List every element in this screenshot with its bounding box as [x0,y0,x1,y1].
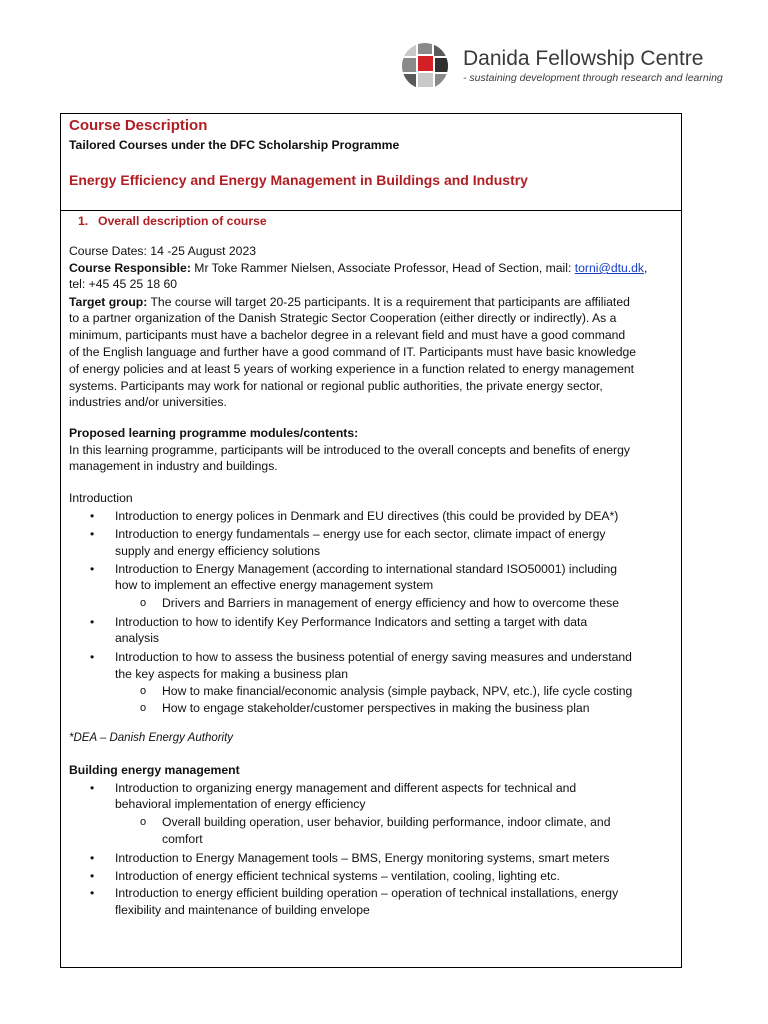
course-description-frame [60,113,682,968]
sub-bullet-marker: o [140,597,147,609]
bullet-marker: • [90,615,95,629]
proposed-text: management in industry and buildings. [69,459,278,473]
target-group-label: Target group: [69,295,148,309]
list-item: Introduction to how to identify Key Performance Indicators and setting a target with data [115,615,588,629]
globe-logo-icon [401,42,451,90]
bullet-marker: • [90,509,95,523]
list-item: Introduction to Energy Management (according to international standard ISO50001) including [115,562,618,576]
course-title: Energy Efficiency and Energy Management in Buildings and Industry [69,172,528,188]
list-item: behavioral implementation of energy efficiency [115,797,366,811]
footnote: *DEA – Danish Energy Authority [69,732,234,744]
list-item: supply and energy efficiency solutions [115,544,321,558]
target-group-line [69,294,630,310]
section-divider [61,210,681,211]
list-item: flexibility and maintenance of building envelope [115,903,370,917]
course-responsible [69,260,647,276]
sub-bullet-marker: o [140,816,147,828]
target-group-line: industries and/or universities. [69,395,227,409]
list-item: Introduction to energy efficient building operation – operation of technical installations, energy [115,886,619,900]
telephone: tel: +45 45 25 18 60 [69,277,178,291]
target-group-line: of the English language and further have a good command of IT. Participants must have basic knowledge [69,345,637,359]
list-item: Introduction of energy efficient technical systems – ventilation, cooling, lighting etc. [115,869,560,883]
target-group-line: systems. Participants may work for national or regional public authorities, the private energy sector, [69,379,603,393]
email-link[interactable]: torni@dtu.dk [574,261,645,275]
sub-list-item: How to engage stakeholder/customer perspectives in making the business plan [162,701,590,715]
target-group-line: of energy policies and at least 5 years of working experience in a function related to energy management [69,362,635,376]
course-dates [69,243,256,259]
danida-logo [401,42,723,90]
sub-list-item: Drivers and Barriers in management of energy efficiency and how to overcome these [162,596,620,610]
bullet-marker: • [90,781,95,795]
bullet-marker: • [90,527,95,541]
list-item: Introduction to how to assess the business potential of energy saving measures and understand [115,650,632,664]
sub-list-item: comfort [162,832,203,846]
sub-bullet-marker: o [140,702,147,714]
bullet-marker: • [90,650,95,664]
target-group-text: The course will target 20-25 participants. It is a requirement that participants are affiliated [150,295,630,309]
course-responsible-text: Mr Toke Rammer Nielsen, Associate Professor, Head of Section, mail: [194,261,572,275]
proposed-text: In this learning programme, participants will be introduced to the overall concepts and benefits of energy [69,443,630,457]
page-title: Course Description [69,117,208,134]
course-dates-value: 14 -25 August 2023 [150,244,257,258]
logo-title: Danida Fellowship Centre [463,47,704,70]
course-responsible-label: Course Responsible: [69,261,191,275]
list-item: Introduction to energy polices in Denmark and EU directives (this could be provided by DEA*) [115,509,619,523]
list-item: how to implement an effective energy management system [115,578,434,592]
target-group-line: minimum, participants must have a bachelor degree in a relevant field and must have a good command [69,328,626,342]
course-dates-label: Course Dates: [69,244,147,258]
list-item: the key aspects for making a business plan [115,667,349,681]
sub-list-item: Overall building operation, user behavior, building performance, indoor climate, and [162,815,611,829]
sub-bullet-marker: o [140,685,147,697]
bullet-marker: • [90,886,95,900]
list-item: Introduction to organizing energy management and different aspects for technical and [115,781,577,795]
bullet-marker: • [90,869,95,883]
section-heading: Overall description of course [98,214,267,228]
list-item: Introduction to energy fundamentals – energy use for each sector, climate impact of energy [115,527,606,541]
sub-list-item: How to make financial/economic analysis (simple payback, NPV, etc.), life cycle costing [162,684,633,698]
programme-subtitle: Tailored Courses under the DFC Scholarship Programme [69,138,400,152]
bullet-marker: • [90,851,95,865]
email-comma: , [644,261,648,275]
logo-tagline: - sustaining development through research and learning [463,72,723,84]
introduction-heading: Introduction [69,491,133,505]
section-number: 1. [78,214,89,228]
list-item: Introduction to Energy Management tools – BMS, Energy monitoring systems, smart meters [115,851,610,865]
proposed-heading: Proposed learning programme modules/contents: [69,426,359,440]
bullet-marker: • [90,562,95,576]
list-item: analysis [115,631,160,645]
building-heading: Building energy management [69,763,240,777]
target-group-line: to a partner organization of the Danish Strategic Sector Cooperation (either directly or indirectly). As a [69,311,617,325]
